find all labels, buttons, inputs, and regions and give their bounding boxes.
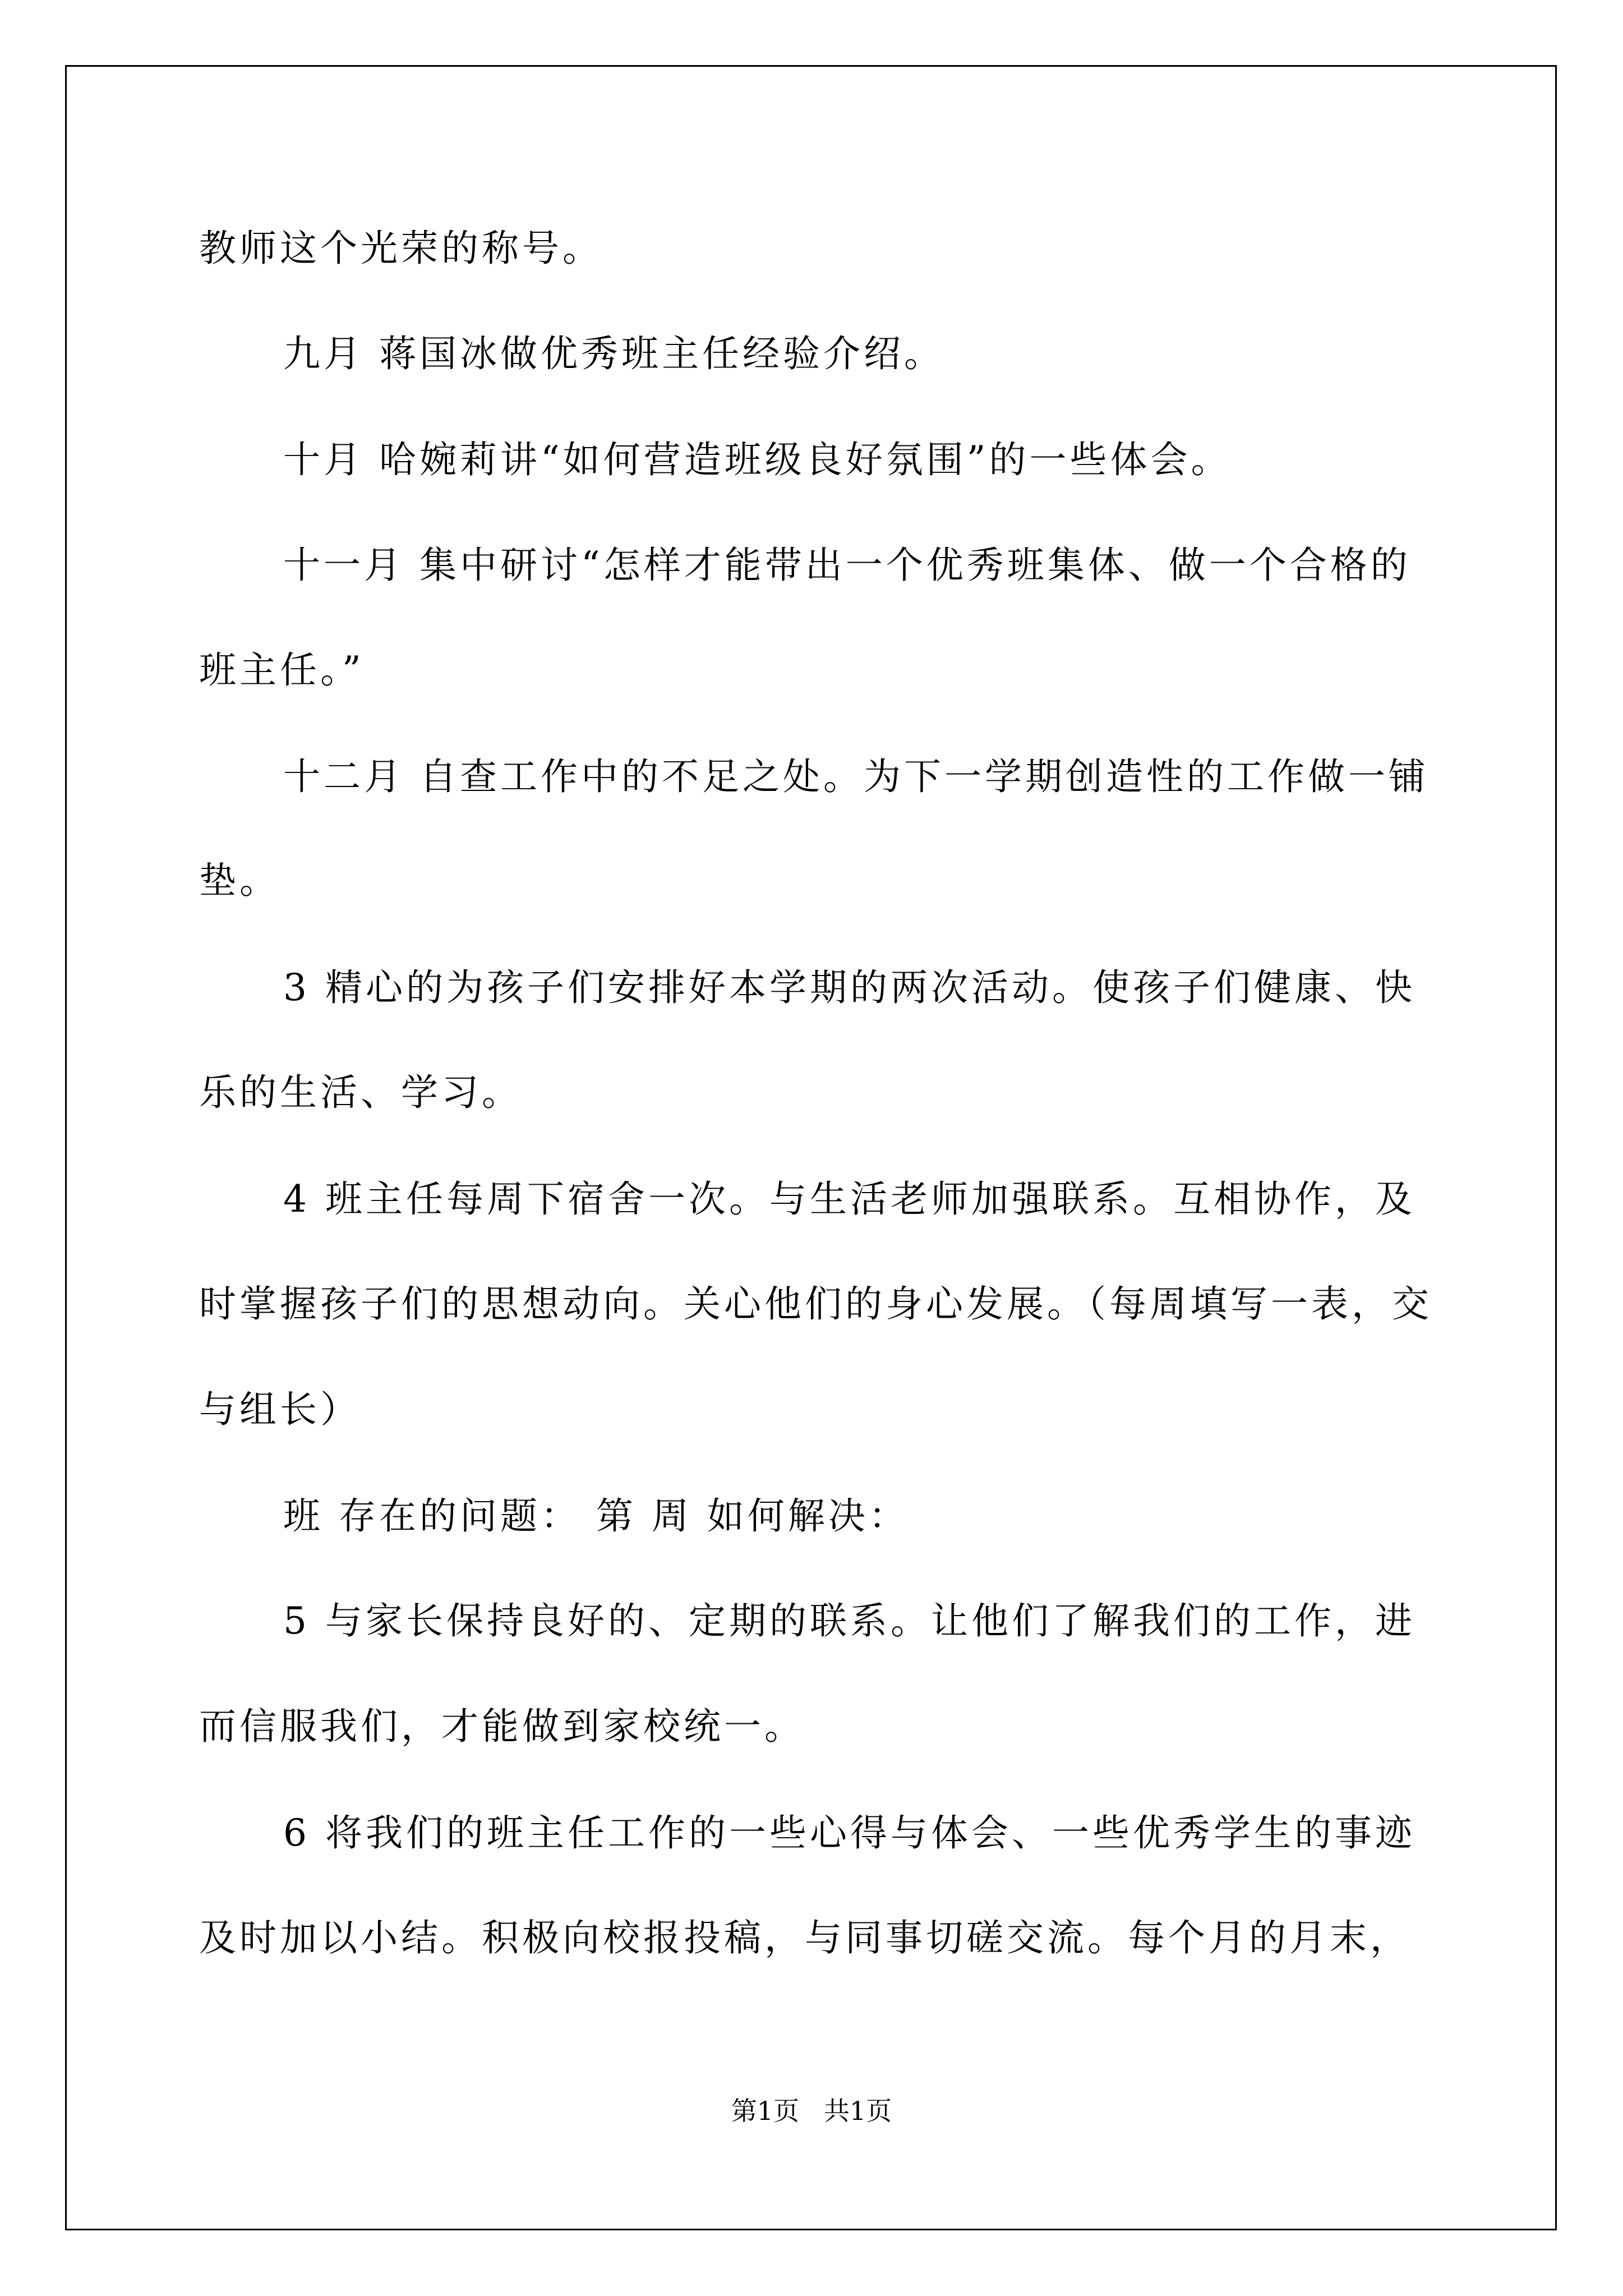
page-border xyxy=(65,65,1557,2230)
text-line: 4 班主任每周下宿舍一次。与生活老师加强联系。互相协作，及 xyxy=(283,1177,1415,1221)
text-line: 班 存在的问题： 第 周 如何解决： xyxy=(283,1494,909,1538)
text-line: 3 精心的为孩子们安排好本学期的两次活动。使孩子们健康、快 xyxy=(283,966,1415,1009)
text-line: 5 与家长保持良好的、定期的联系。让他们了解我们的工作，进 xyxy=(283,1599,1415,1642)
text-line: 九月 蒋国冰做优秀班主任经验介绍。 xyxy=(283,332,944,375)
text-line: 班主任。” xyxy=(199,648,365,692)
text-line: 与组长） xyxy=(199,1388,361,1431)
text-line: 乐的生活、学习。 xyxy=(199,1071,522,1114)
text-line: 十月 哈婉莉讲“如何营造班级良好氛围”的一些体会。 xyxy=(283,438,1232,481)
page-footer: 第1页 共1页 xyxy=(731,2096,892,2126)
text-line: 及时加以小结。积极向校报投稿，与同事切磋交流。每个月的月末， xyxy=(199,1916,1410,1959)
text-line: 而信服我们，才能做到家校统一。 xyxy=(199,1705,805,1748)
text-line: 时掌握孩子们的思想动向。关心他们的身心发展。（每周填写一表，交 xyxy=(199,1282,1432,1326)
text-line: 十二月 自查工作中的不足之处。为下一学期创造性的工作做一铺 xyxy=(283,755,1429,798)
text-line: 6 将我们的班主任工作的一些心得与体会、一些优秀学生的事迹 xyxy=(283,1811,1415,1855)
text-line: 教师这个光荣的称号。 xyxy=(199,227,603,270)
text-line: 垫。 xyxy=(199,859,280,902)
text-line: 十一月 集中研讨“怎样才能带出一个优秀班集体、做一个合格的 xyxy=(283,544,1411,587)
